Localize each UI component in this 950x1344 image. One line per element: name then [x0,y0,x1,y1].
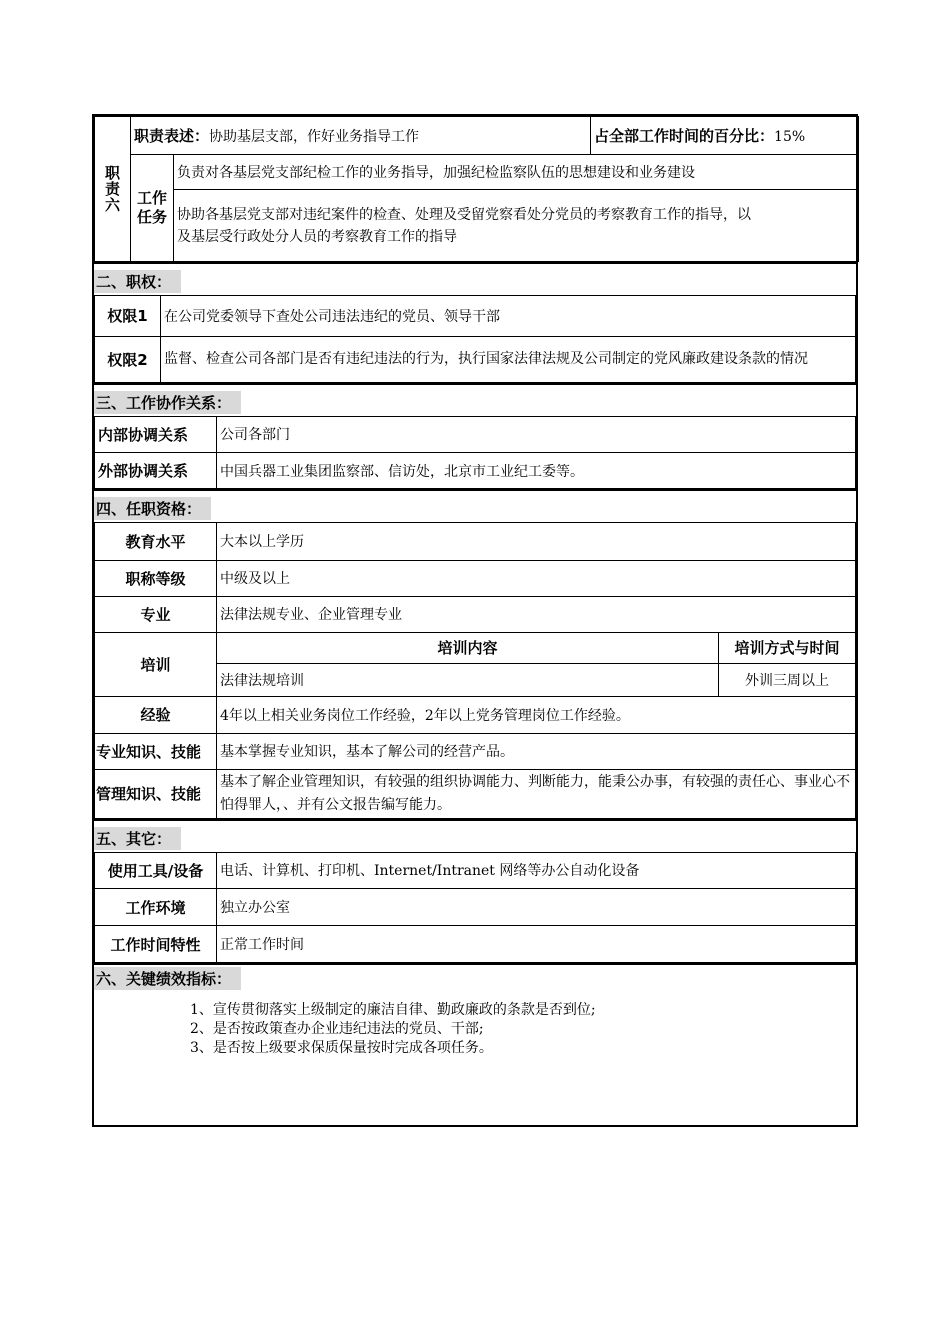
qualifications-block [92,489,858,819]
training-method: 外训三周以上 [719,663,856,696]
duty6-task-2 [174,190,859,262]
authority-heading: 二、职权： [94,264,856,296]
education-value: 大本以上学历 [217,523,856,560]
environment-value: 独立办公室 [217,889,856,926]
title-level-label: 职称等级 [95,560,217,596]
skills-value: 基本掌握专业知识，基本了解公司的经营产品。 [217,733,856,769]
duty6-task-1: 负责对各基层党支部纪检工作的业务指导，加强纪检监察队伍的思想建设和业务建设 [174,155,859,190]
training-method-header: 培训方式与时间 [719,632,856,663]
duty6-task-2-line2: 及基层受行政处分人员的考察教育工作的指导 [177,228,457,245]
external-relation-text: 中国兵器工业集团监察部、信访处，北京市工业纪工委等。 [217,453,856,489]
experience-value: 4年以上相关业务岗位工作经验，2年以上党务管理岗位工作经验。 [217,696,856,733]
duty6-percent-value: 15% [774,129,806,145]
duty6-percent-label: 占全部工作时间的百分比： [594,127,775,145]
major-label: 专业 [95,596,217,632]
kpi-block [92,963,858,1127]
authority-1-text: 在公司党委领导下查处公司违法违纪的党员、领导干部 [161,296,856,336]
authority-block [92,262,858,383]
authority-2-label: 权限2 [95,336,161,382]
major-value: 法律法规专业、企业管理专业 [217,596,856,632]
duty6-desc [131,117,591,155]
training-content: 法律法规培训 [217,663,719,696]
others-block [92,819,858,964]
title-level-value: 中级及以上 [217,560,856,596]
duty6-desc-label: 职责表述： [134,127,210,145]
environment-label: 工作环境 [95,889,217,926]
kpi-list [94,991,856,1125]
relations-heading: 三、工作协作关系： [94,385,856,417]
authority-1-label: 权限1 [95,296,161,336]
training-content-header: 培训内容 [217,632,719,663]
kpi-heading: 六、关键绩效指标： [94,965,856,991]
relations-block [92,383,858,490]
kpi-item: 3、是否按上级要求保质保量按时完成各项任务。 [190,1040,493,1056]
skills-label: 专业知识、技能 [95,733,217,769]
education-label: 教育水平 [95,523,217,560]
work-time-value: 正常工作时间 [217,926,856,963]
experience-label: 经验 [95,696,217,733]
duty6-percent [591,117,859,155]
mgmt-label: 管理知识、技能 [95,769,217,818]
job-description-sheet [92,114,858,1127]
qualifications-heading: 四、任职资格： [94,491,856,523]
duty6-block [92,114,858,262]
others-heading: 五、其它： [94,821,856,853]
external-relation-label: 外部协调关系 [95,453,217,489]
tools-value: 电话、计算机、打印机、Internet/Intranet 网络等办公自动化设备 [217,853,856,889]
mgmt-value: 基本了解企业管理知识，有较强的组织协调能力、判断能力，能秉公办事，有较强的责任心、事业心不怕得罪人，、并有公文报告编写能力。 [217,769,856,818]
duty6-task-2-line1: 协助各基层党支部对违纪案件的检查、处理及受留党察看处分党员的考察教育工作的指导，以 [177,206,751,223]
tools-label: 使用工具/设备 [95,853,217,889]
kpi-item: 1、宣传贯彻落实上级制定的廉洁自律、勤政廉政的条款是否到位; [190,1002,596,1018]
authority-2-text: 监督、检查公司各部门是否有违纪违法的行为，执行国家法律法规及公司制定的党风廉政建设条款的情况 [161,336,856,382]
duty6-desc-text: 协助基层支部，作好业务指导工作 [209,129,420,145]
duty6-side-label: 职责六 [95,117,131,262]
training-label: 培训 [95,632,217,696]
internal-relation-label: 内部协调关系 [95,417,217,453]
work-time-label: 工作时间特性 [95,926,217,963]
duty6-task-label: 工作任务 [131,155,174,262]
kpi-item: 2、是否按政策查办企业违纪违法的党员、干部; [190,1021,484,1037]
internal-relation-text: 公司各部门 [217,417,856,453]
